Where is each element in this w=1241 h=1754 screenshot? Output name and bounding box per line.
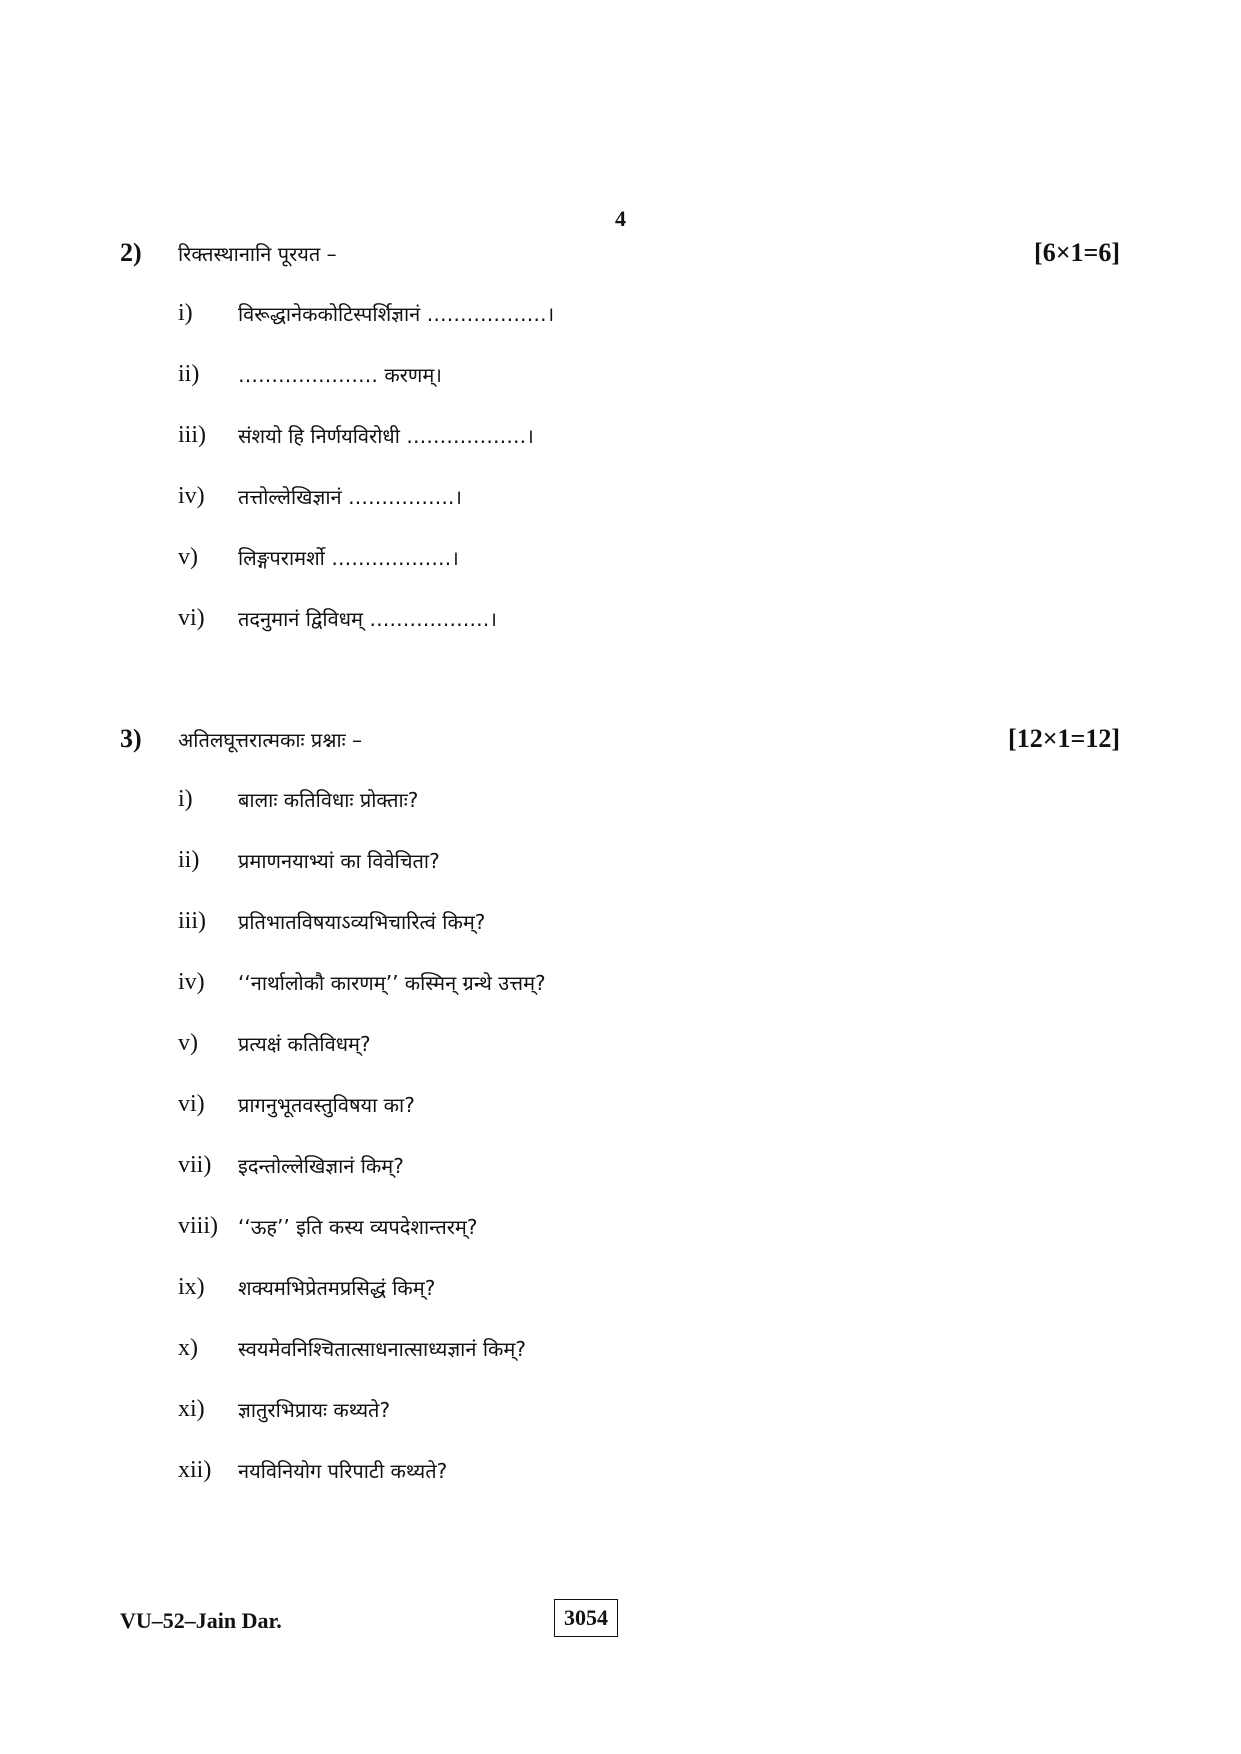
sub-question	[120, 544, 1120, 605]
sub-question	[120, 1152, 1120, 1213]
sub-question-number: iv)	[178, 483, 205, 509]
sub-question-text: तत्तोल्लेखिज्ञानं …………….।	[238, 485, 462, 509]
sub-question-text: लिङ्गपरामर्शो ………………।	[238, 546, 459, 570]
question-marks: [6×1=6]	[1034, 238, 1120, 267]
sub-question-number: vii)	[178, 1152, 212, 1178]
sub-question-number: xii)	[178, 1457, 212, 1483]
sub-question	[120, 361, 1120, 422]
question-marks: [12×1=12]	[1008, 724, 1120, 753]
sub-question-text: नयविनियोग परिपाटी कथ्यते?	[238, 1459, 448, 1483]
sub-question	[120, 300, 1120, 361]
sub-question	[120, 422, 1120, 483]
sub-question-text: प्रागनुभूतवस्तुविषया का?	[238, 1093, 415, 1117]
sub-question	[120, 1091, 1120, 1152]
question-title: रिक्तस्थानानि पूरयत –	[178, 242, 337, 266]
sub-question-text: शक्यमभिप्रेतमप्रसिद्धं किम्?	[238, 1276, 436, 1300]
paper-code: VU–52–Jain Dar.	[120, 1608, 282, 1633]
sub-question-number: i)	[178, 786, 193, 812]
sub-question-text: ‘‘नार्थालोकौ कारणम्’’ कस्मिन् ग्रन्थे उत्तम्?	[238, 971, 546, 995]
sub-question-number: ii)	[178, 361, 200, 387]
sub-question-number: iii)	[178, 908, 206, 934]
sub-question-number: v)	[178, 544, 198, 570]
sub-question	[120, 1396, 1120, 1457]
sub-question	[120, 483, 1120, 544]
sub-question-list	[120, 786, 1120, 1518]
section-header	[120, 238, 1120, 278]
page-number: 4	[615, 206, 626, 231]
sub-question	[120, 908, 1120, 969]
question-section-fill-blanks	[120, 238, 1120, 666]
sub-question-text: ‘‘ऊह’’ इति कस्य व्यपदेशान्तरम्?	[238, 1215, 478, 1239]
sub-question-text: प्रत्यक्षं कतिविधम्?	[238, 1032, 371, 1056]
sub-question	[120, 969, 1120, 1030]
question-number: 2)	[120, 238, 142, 267]
sub-question-text: तदनुमानं द्विविधम् ………………।	[238, 607, 497, 631]
sub-question	[120, 786, 1120, 847]
sub-question-text: संशयो हि निर्णयविरोधी ………………।	[238, 424, 534, 448]
sub-question-number: i)	[178, 300, 193, 326]
sub-question-number: iii)	[178, 422, 206, 448]
sub-question-list	[120, 300, 1120, 666]
sub-question	[120, 1213, 1120, 1274]
section-header	[120, 724, 1120, 764]
sub-question	[120, 1335, 1120, 1396]
sub-question-text: ज्ञातुरभिप्रायः कथ्यते?	[238, 1398, 391, 1422]
sub-question	[120, 847, 1120, 908]
sub-question-text: विरूद्धानेककोटिस्पर्शिज्ञानं ………………।	[238, 302, 555, 326]
sub-question-text: प्रमाणनयाभ्यां का विवेचिता?	[238, 849, 440, 873]
question-section-short-answers	[120, 724, 1120, 1518]
sub-question	[120, 1274, 1120, 1335]
sub-question-text: इदन्तोल्लेखिज्ञानं किम्?	[238, 1154, 404, 1178]
sub-question-number: x)	[178, 1335, 198, 1361]
sub-question-number: viii)	[178, 1213, 218, 1239]
sub-question	[120, 1457, 1120, 1518]
sub-question-text: ………………… करणम्।	[238, 363, 442, 387]
sub-question-number: iv)	[178, 969, 205, 995]
question-number: 3)	[120, 724, 142, 753]
sub-question-number: ii)	[178, 847, 200, 873]
sub-question-number: xi)	[178, 1396, 205, 1422]
sub-question-number: vi)	[178, 1091, 205, 1117]
sub-question	[120, 605, 1120, 666]
sub-question-text: प्रतिभातविषयाऽव्यभिचारित्वं किम्?	[238, 910, 486, 934]
sub-question-number: ix)	[178, 1274, 205, 1300]
question-title: अतिलघूत्तरात्मकाः प्रश्नाः –	[178, 728, 363, 752]
paper-number-box: 3054	[554, 1599, 618, 1637]
sub-question-number: vi)	[178, 605, 205, 631]
sub-question	[120, 1030, 1120, 1091]
sub-question-text: बालाः कतिविधाः प्रोक्ताः?	[238, 788, 419, 812]
sub-question-text: स्वयमेवनिश्चितात्साधनात्साध्यज्ञानं किम्?	[238, 1337, 526, 1361]
sub-question-number: v)	[178, 1030, 198, 1056]
